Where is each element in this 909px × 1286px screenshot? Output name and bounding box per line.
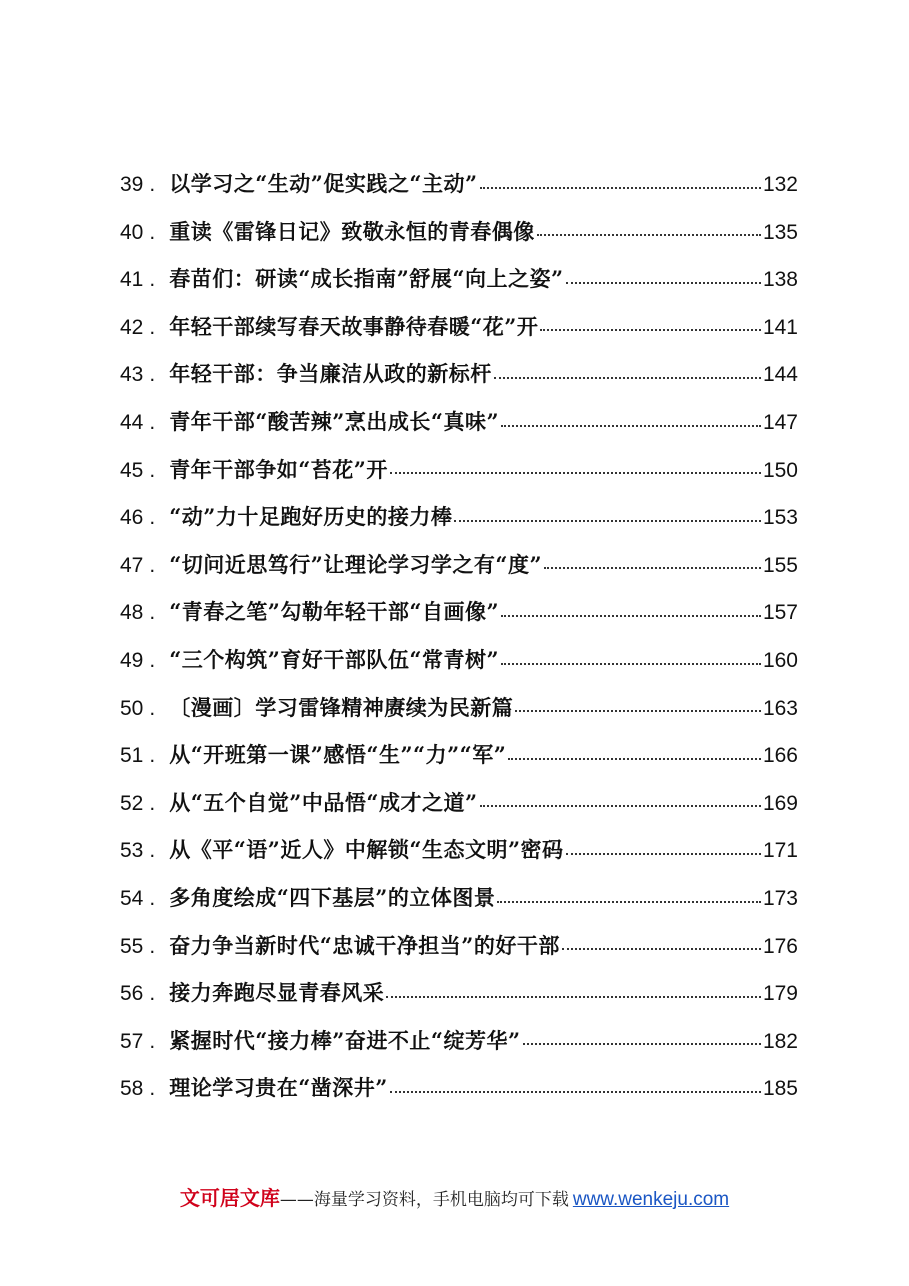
- dot-leader: [501, 425, 761, 427]
- entry-separator: .: [149, 886, 156, 910]
- footer-slogan: ——海量学习资料，手机电脑均可下载: [279, 1190, 569, 1210]
- toc-entry[interactable]: [120, 493, 798, 541]
- dot-leader: [454, 520, 761, 522]
- entry-title: 青年干部争如“苔花”开: [169, 456, 388, 482]
- dot-leader: [480, 805, 761, 807]
- footer-brand: 文可居文库: [179, 1186, 280, 1210]
- entry-page: 135: [762, 220, 798, 244]
- entry-separator: .: [149, 458, 156, 482]
- dot-leader: [390, 1091, 761, 1093]
- dot-leader: [566, 853, 761, 855]
- entry-page: 169: [762, 791, 798, 815]
- entry-number: 43: [120, 363, 144, 387]
- entry-page: 182: [762, 1029, 798, 1053]
- dot-leader: [480, 187, 761, 189]
- entry-number: 50: [120, 696, 144, 720]
- entry-separator: .: [149, 315, 156, 339]
- table-of-contents: [120, 160, 798, 1112]
- entry-separator: .: [149, 553, 156, 577]
- entry-title: 年轻干部：争当廉洁从政的新标杆: [169, 361, 492, 387]
- entry-title: 多角度绘成“四下基层”的立体图景: [169, 884, 496, 910]
- entry-separator: .: [149, 268, 156, 292]
- entry-number: 52: [120, 791, 144, 815]
- toc-entry[interactable]: [120, 969, 798, 1017]
- toc-entry[interactable]: [120, 874, 798, 922]
- entry-title: “三个构筑”育好干部队伍“常青树”: [169, 646, 500, 672]
- entry-page: 171: [762, 839, 798, 863]
- entry-number: 56: [120, 982, 144, 1006]
- toc-entry[interactable]: [120, 684, 798, 732]
- entry-title: 理论学习贵在“凿深井”: [169, 1075, 388, 1101]
- entry-number: 41: [120, 268, 144, 292]
- toc-entry[interactable]: [120, 303, 798, 351]
- entry-title: 紧握时代“接力棒”奋进不止“绽芳华”: [169, 1027, 521, 1053]
- footer: [0, 1182, 909, 1211]
- entry-title: 以学习之“生动”促实践之“主动”: [169, 171, 478, 196]
- entry-page: 138: [762, 268, 798, 292]
- entry-page: 147: [762, 410, 798, 434]
- toc-entry[interactable]: [120, 588, 798, 636]
- dot-leader: [523, 1043, 761, 1045]
- entry-separator: .: [149, 696, 156, 720]
- toc-entry[interactable]: [120, 255, 798, 303]
- entry-number: 55: [120, 934, 144, 958]
- entry-separator: .: [149, 1077, 156, 1101]
- entry-number: 46: [120, 506, 144, 530]
- dot-leader: [497, 901, 761, 903]
- entry-page: 185: [762, 1077, 798, 1101]
- entry-page: 173: [762, 886, 798, 910]
- dot-leader: [494, 377, 761, 379]
- entry-separator: .: [149, 1029, 156, 1053]
- entry-number: 44: [120, 410, 144, 434]
- entry-title: 从“开班第一课”感悟“生”“力”“军”: [169, 742, 507, 768]
- dot-leader: [515, 710, 761, 712]
- toc-entry[interactable]: [120, 398, 798, 446]
- entry-number: 40: [120, 220, 144, 244]
- entry-page: 166: [762, 744, 798, 768]
- entry-separator: .: [149, 601, 156, 625]
- entry-page: 160: [762, 648, 798, 672]
- entry-page: 150: [762, 458, 798, 482]
- dot-leader: [540, 329, 761, 331]
- toc-entry[interactable]: [120, 636, 798, 684]
- toc-entry[interactable]: [120, 208, 798, 256]
- entry-number: 58: [120, 1077, 144, 1101]
- entry-separator: .: [149, 506, 156, 530]
- entry-separator: .: [149, 982, 156, 1006]
- footer-link[interactable]: www.wenkeju.com: [572, 1189, 730, 1210]
- entry-page: 179: [762, 982, 798, 1006]
- dot-leader: [390, 472, 761, 474]
- entry-page: 176: [762, 934, 798, 958]
- entry-number: 53: [120, 839, 144, 863]
- toc-entry[interactable]: [120, 826, 798, 874]
- entry-separator: .: [149, 839, 156, 863]
- entry-title: “动”力十足跑好历史的接力棒: [169, 504, 453, 530]
- dot-leader: [386, 996, 761, 998]
- entry-separator: .: [149, 648, 156, 672]
- entry-separator: .: [149, 934, 156, 958]
- entry-separator: .: [149, 791, 156, 815]
- entry-page: 155: [762, 553, 798, 577]
- entry-number: 54: [120, 886, 144, 910]
- entry-title: 〔漫画〕学习雷锋精神赓续为民新篇: [169, 694, 514, 720]
- entry-title: 奋力争当新时代“忠诚干净担当”的好干部: [169, 932, 560, 958]
- dot-leader: [501, 615, 761, 617]
- entry-title: 青年干部“酸苦辣”烹出成长“真味”: [169, 408, 500, 434]
- toc-entry[interactable]: [120, 1017, 798, 1065]
- toc-entry[interactable]: [120, 160, 798, 208]
- toc-entry[interactable]: [120, 350, 798, 398]
- entry-number: 42: [120, 315, 144, 339]
- entry-separator: .: [149, 744, 156, 768]
- entry-separator: .: [149, 173, 156, 196]
- entry-number: 45: [120, 458, 144, 482]
- dot-leader: [501, 663, 761, 665]
- entry-number: 47: [120, 553, 144, 577]
- entry-title: “青春之笔”勾勒年轻干部“自画像”: [169, 599, 500, 625]
- entry-number: 48: [120, 601, 144, 625]
- toc-entry[interactable]: [120, 446, 798, 494]
- dot-leader: [566, 282, 761, 284]
- toc-entry[interactable]: [120, 541, 798, 589]
- entry-page: 153: [762, 506, 798, 530]
- toc-entry[interactable]: [120, 922, 798, 970]
- toc-entry[interactable]: [120, 731, 798, 779]
- toc-entry[interactable]: [120, 1064, 798, 1112]
- entry-page: 141: [762, 315, 798, 339]
- entry-separator: .: [149, 220, 156, 244]
- entry-separator: .: [149, 363, 156, 387]
- entry-page: 157: [762, 601, 798, 625]
- entry-page: 163: [762, 696, 798, 720]
- toc-entry[interactable]: [120, 779, 798, 827]
- entry-title: 从《平“语”近人》中解锁“生态文明”密码: [169, 837, 564, 863]
- dot-leader: [508, 758, 761, 760]
- entry-title: “切问近思笃行”让理论学习学之有“度”: [169, 551, 543, 577]
- entry-number: 39: [120, 173, 144, 196]
- entry-title: 接力奔跑尽显青春风采: [169, 980, 385, 1006]
- dot-leader: [562, 948, 761, 950]
- entry-title: 年轻干部续写春天故事静待春暖“花”开: [169, 313, 539, 339]
- entry-number: 49: [120, 648, 144, 672]
- entry-title: 从“五个自觉”中品悟“成才之道”: [169, 789, 478, 815]
- entry-page: 132: [762, 173, 798, 196]
- entry-page: 144: [762, 363, 798, 387]
- entry-separator: .: [149, 410, 156, 434]
- entry-number: 51: [120, 744, 144, 768]
- dot-leader: [537, 234, 761, 236]
- dot-leader: [544, 567, 761, 569]
- entry-number: 57: [120, 1029, 144, 1053]
- entry-title: 春苗们：研读“成长指南”舒展“向上之姿”: [169, 266, 564, 292]
- entry-title: 重读《雷锋日记》致敬永恒的青春偶像: [169, 218, 535, 244]
